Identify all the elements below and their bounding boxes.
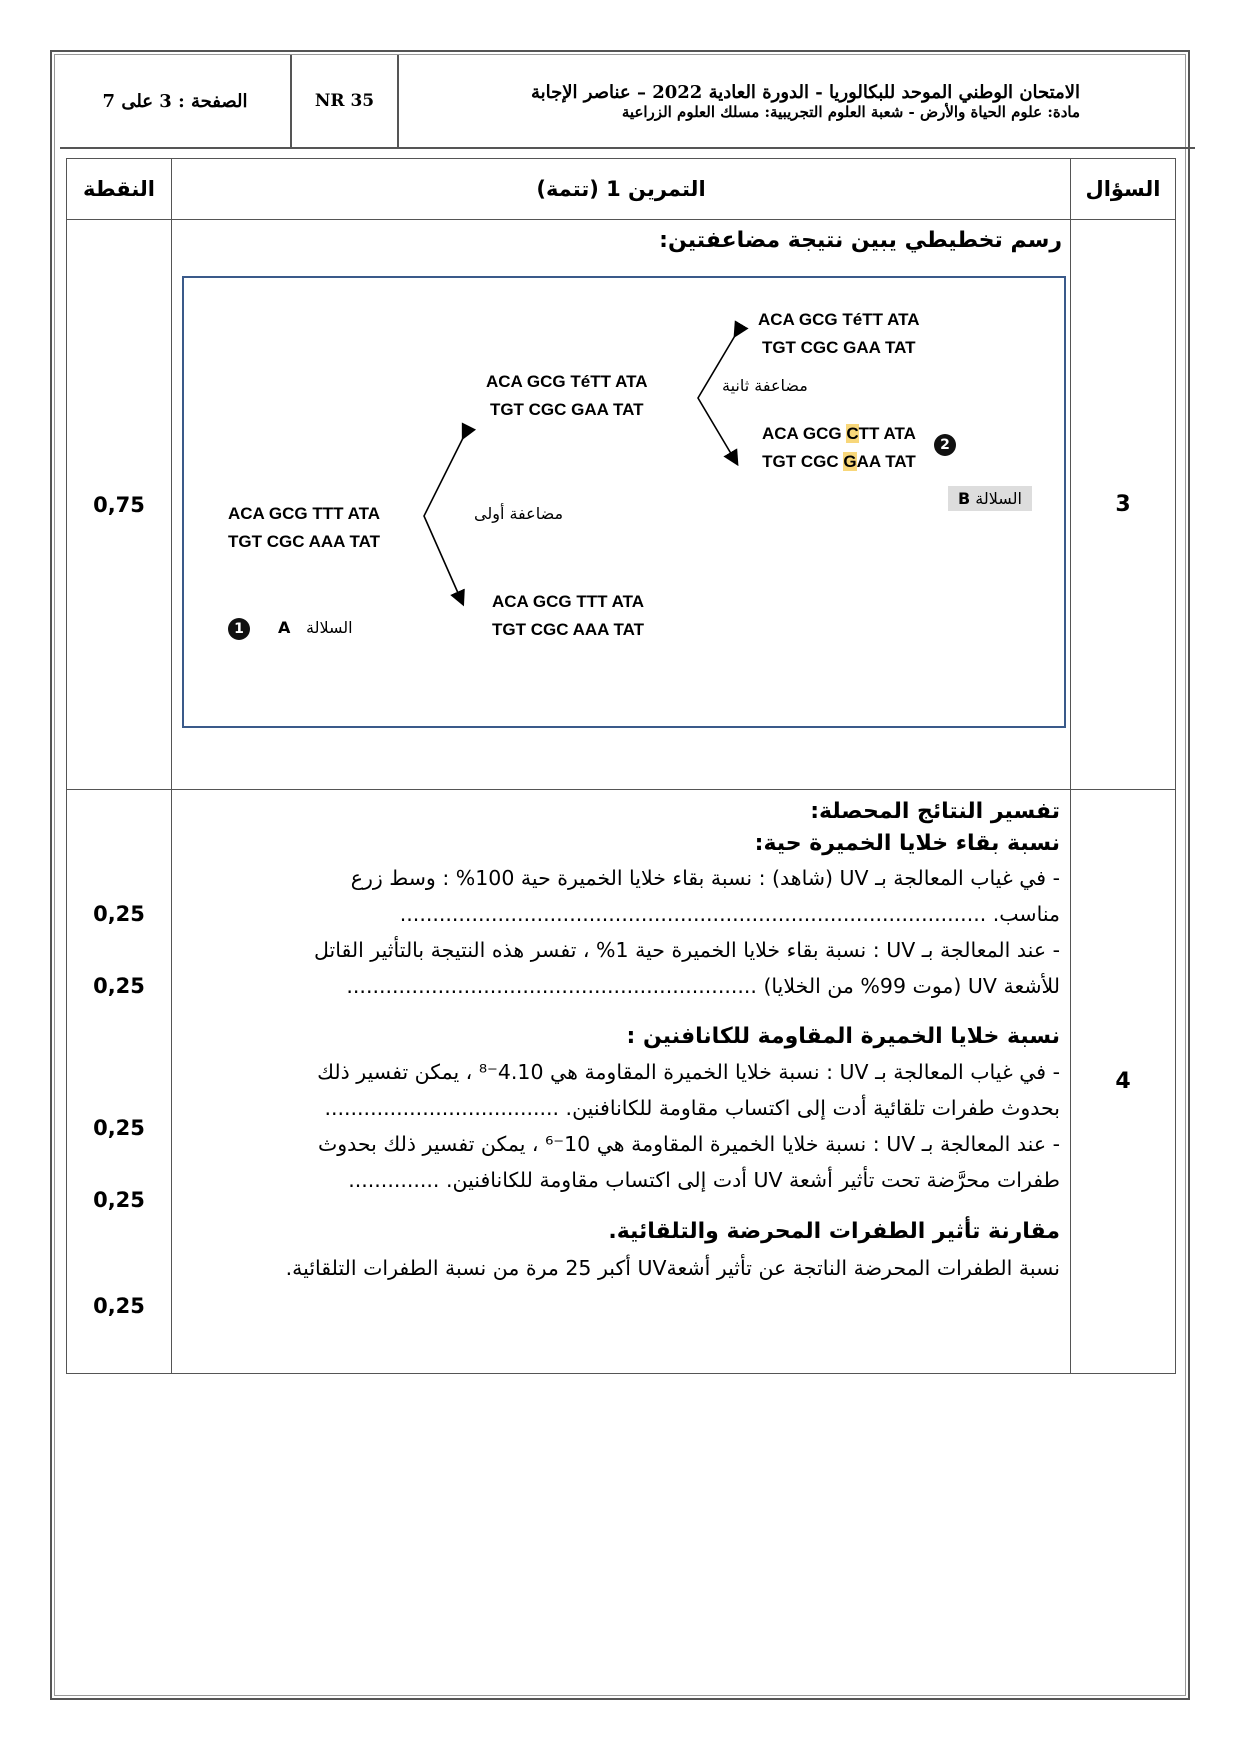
page-header xyxy=(60,55,1195,149)
mid-bottom-strand-bottom: TGT CGC AAA TAT xyxy=(492,620,645,639)
mid-top-strand-bottom: TGT CGC GAA TAT xyxy=(489,400,644,419)
q4-content xyxy=(172,790,1071,1374)
br-top-part2: TT ATA xyxy=(858,424,916,443)
exam-title-line2: مادة: علوم الحياة والأرض - شعبة العلوم التجريبية: مسلك العلوم الزراعية xyxy=(621,102,1080,121)
q3-content xyxy=(172,220,1071,790)
q4-sub1-line3: - عند المعالجة بـ UV : نسبة بقاء خلايا الخميرة حية 1% ، تفسر هذه النتيجة بالتأثير القاتل xyxy=(314,938,1060,962)
col-header-question: السؤال xyxy=(1071,159,1176,220)
q4-sub3-line1: نسبة الطفرات المحرضة الناتجة عن تأثير أشعةUV أكبر 25 مرة من نسبة الطفرات التلقائية. xyxy=(285,1256,1060,1280)
bottom-right-strand-top xyxy=(762,420,916,448)
top-right-dna xyxy=(758,306,919,362)
col-header-exercise: التمرين 1 (تتمة) xyxy=(172,159,1071,220)
q3-points: 0,75 xyxy=(67,220,172,790)
top-right-strand-top: ACA GCG TéTT ATA xyxy=(758,310,920,329)
strain-a-label: السلالة xyxy=(306,618,353,637)
page-number: الصفحة : 3 على 7 xyxy=(102,90,248,112)
q4-sub1-line2: مناسب. .......................................................................................... xyxy=(399,902,1060,926)
answer-table xyxy=(66,158,1176,1374)
br-top-part1: ACA GCG xyxy=(762,424,847,443)
q4-point-4: 0,25 xyxy=(93,1188,145,1212)
badge-1: 1 xyxy=(228,618,250,640)
replication-diagram xyxy=(182,276,1066,728)
q3-number: 3 xyxy=(1071,220,1176,790)
arrow-second-replication xyxy=(698,334,736,462)
q4-sub3-title: مقارنة تأثير الطفرات المحرضة والتلقائية. xyxy=(608,1219,1060,1244)
mid-bottom-dna xyxy=(492,588,644,644)
q4-sub2-line2: بحدوث طفرات تلقائية أدت إلى اكتساب مقاومة للكانافنين. .................................... xyxy=(324,1096,1060,1120)
parent-dna xyxy=(228,500,380,556)
q4-point-3: 0,25 xyxy=(93,1116,145,1140)
q4-sub1-line4: للأشعة UV (موت 99% من الخلايا) ............................................................... xyxy=(346,974,1060,998)
q4-sub2-line1: - في غياب المعالجة بـ UV : نسبة خلايا الخميرة المقاومة هي 4.10⁻⁸ ، يمكن تفسير ذلك xyxy=(317,1060,1060,1084)
q4-point-5: 0,25 xyxy=(93,1294,145,1318)
bottom-right-strand-bottom xyxy=(762,448,916,476)
q4-point-2: 0,25 xyxy=(93,974,145,998)
mutated-base-bottom: G xyxy=(843,452,857,471)
strain-b-text: السلالة xyxy=(975,489,1022,508)
top-right-strand-bottom: TGT CGC GAA TAT xyxy=(761,338,916,357)
mid-top-dna xyxy=(486,368,647,424)
strain-a-letter: A xyxy=(278,618,291,637)
mutated-base-top: C xyxy=(846,424,859,443)
q4-sub1-line1: - في غياب المعالجة بـ UV (شاهد) : نسبة بقاء خلايا الخميرة حية 100% : وسط زرع xyxy=(350,866,1060,890)
exam-code: NR 35 xyxy=(290,55,399,147)
exam-title-line1: الامتحان الوطني الموحد للبكالوريا - الدورة العادية 2022 – عناصر الإجابة xyxy=(531,81,1080,103)
q4-title: تفسير النتائج المحصلة: xyxy=(810,799,1060,824)
second-replication-label: مضاعفة ثانية xyxy=(722,376,808,395)
arrow-first-replication xyxy=(424,436,464,602)
mid-bottom-strand-top: ACA GCG TTT ATA xyxy=(492,592,645,611)
parent-strand-top: ACA GCG TTT ATA xyxy=(228,504,381,523)
exam-title xyxy=(455,55,1195,147)
q4-sub2-line4: طفرات محرَّضة تحت تأثير أشعة UV أدت إلى اكتساب مقاومة للكانافنين. .............. xyxy=(348,1168,1060,1192)
parent-strand-bottom: TGT CGC AAA TAT xyxy=(228,532,381,551)
q4-sub1-title: نسبة بقاء خلايا الخميرة حية: xyxy=(754,831,1060,856)
table-row-q4 xyxy=(67,790,1176,1374)
first-replication-label: مضاعفة أولى xyxy=(474,504,564,523)
table-header-row xyxy=(67,159,1176,220)
q4-point-1: 0,25 xyxy=(93,902,145,926)
q4-points xyxy=(67,790,172,1374)
br-bottom-part2: AA TAT xyxy=(856,452,916,471)
q3-title: رسم تخطيطي يبين نتيجة مضاعفتين: xyxy=(659,228,1062,253)
badge-2: 2 xyxy=(934,434,956,456)
mid-top-strand-top: ACA GCG TéTT ATA xyxy=(486,372,648,391)
q4-sub2-line3: - عند المعالجة بـ UV : نسبة خلايا الخميرة المقاومة هي 10⁻⁶ ، يمكن تفسير ذلك بحدوث xyxy=(317,1132,1060,1156)
table-row-q3 xyxy=(67,220,1176,790)
q4-number: 4 xyxy=(1071,790,1176,1374)
q4-sub2-title: نسبة خلايا الخميرة المقاومة للكانافنين : xyxy=(626,1024,1060,1049)
br-bottom-part1: TGT CGC xyxy=(762,452,844,471)
strain-b-label xyxy=(948,486,1032,511)
bottom-right-dna xyxy=(762,420,916,476)
col-header-points: النقطة xyxy=(67,159,172,220)
strain-b-letter: B xyxy=(958,489,971,508)
